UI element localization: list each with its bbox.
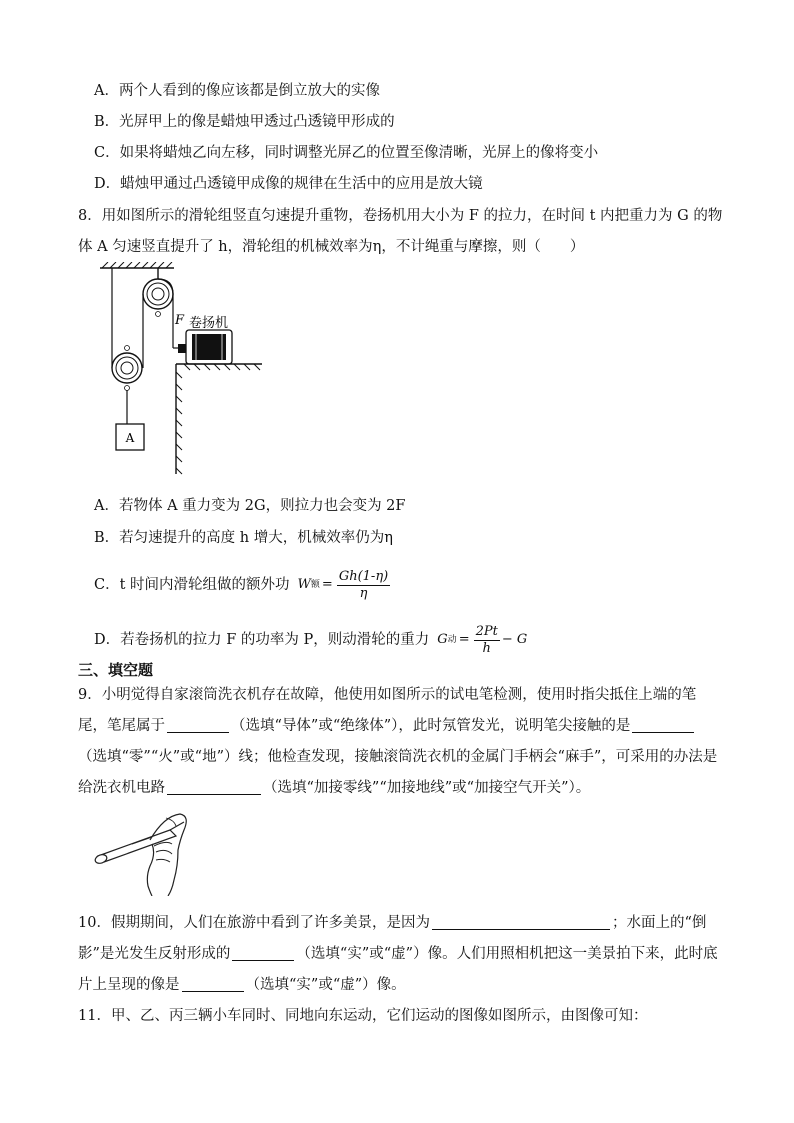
q8-option-d-text: D．若卷扬机的拉力 F 的功率为 P，则动滑轮的重力 (94, 632, 430, 648)
q10-line2 (78, 944, 718, 964)
block-a-label: A (125, 431, 135, 445)
blank-4[interactable] (432, 914, 610, 930)
blank-1[interactable] (167, 717, 229, 733)
test-pen-hand-image (92, 810, 202, 896)
blank-2[interactable] (632, 717, 694, 733)
formula-denominator-d: h (482, 640, 491, 656)
q10-line3 (78, 975, 406, 995)
q9-line4 (78, 778, 590, 798)
formula-numerator-d: 2Pt (475, 623, 498, 639)
q10-line1-b: ；水面上的“倒 (611, 915, 707, 931)
formula-fraction-d (474, 624, 500, 657)
q9-line4-b: （选填“加接零线”“加接地线”或“加接空气开关”）。 (263, 780, 591, 796)
blank-3[interactable] (167, 779, 261, 795)
formula-tail: − G (501, 632, 528, 647)
q8-option-a: A．若物体 A 重力变为 2G，则拉力也会变为 2F (94, 498, 406, 514)
q8-option-c-text: C．t 时间内滑轮组做的额外功 (94, 577, 290, 593)
q7-option-a: A．两个人看到的像应该都是倒立放大的实像 (94, 83, 380, 99)
q7-option-c: C．如果将蜡烛乙向左移，同时调整光屏乙的位置至像清晰，光屏上的像将变小 (94, 145, 599, 161)
q11-stem: 11．甲、乙、丙三辆小车同时、同地向东运动，它们运动的图像如图所示，由图像可知： (78, 1008, 648, 1024)
q9-line2 (78, 716, 696, 736)
q7-option-b: B．光屏甲上的像是蜡烛甲透过凸透镜甲形成的 (94, 114, 395, 130)
formula-w: W (297, 577, 311, 592)
q9-line2-b: （选填“导体”或“绝缘体”），此时氖管发光，说明笔尖接触的是 (231, 718, 631, 734)
pulley-winch-figure (92, 262, 272, 486)
q8-stem-line1: 8．用如图所示的滑轮组竖直匀速提升重物，卷扬机用大小为 F 的拉力，在时间 t 内把重力为 G 的物 (78, 208, 723, 224)
q9-line3: （选填“零”“火”或“地”）线；他检查发现，接触滚筒洗衣机的金属门手柄会“麻手”，可采用的办法是 (78, 749, 718, 765)
q10-line2-a: 影”是光发生反射形成的 (78, 946, 231, 962)
q7-option-d: D．蜡烛甲通过凸透镜甲成像的规律在生活中的应用是放大镜 (94, 176, 483, 192)
formula-w-sub: 额 (310, 580, 320, 590)
formula-g-sub: 动 (447, 635, 457, 645)
q10-line1-a: 10．假期期间，人们在旅游中看到了许多美景，是因为 (78, 915, 430, 931)
q10-line1 (78, 913, 706, 933)
winch-label: 卷扬机 (189, 316, 229, 331)
q8-stem-line2: 体 A 匀速竖直提升了 h，滑轮组的机械效率为η，不计绳重与摩擦，则（ ） (78, 239, 585, 255)
formula-numerator: Gh(1-η) (338, 568, 389, 584)
section-heading: 三、填空题 (78, 661, 154, 679)
formula-g: G (437, 632, 448, 647)
q8-option-d (94, 620, 527, 660)
pulley-weight-formula: G 动 = $\frac{2Pt}{h}$ − G (437, 620, 527, 660)
q10-line3-a: 片上呈现的像是 (78, 977, 180, 993)
formula-fraction (337, 569, 390, 602)
q8-option-b: B．若匀速提升的高度 h 增大，机械效率仍为η (94, 530, 393, 546)
q9-line2-a: 尾，笔尾属于 (78, 718, 165, 734)
q8-option-c (94, 565, 392, 605)
blank-5[interactable] (232, 945, 294, 961)
force-f-label: F (175, 313, 185, 328)
q10-line3-b: （选填“实”或“虚”）像。 (245, 977, 406, 993)
extra-work-formula: W 额 = $\frac{Gh(1-\eta)}{\eta}$ (298, 565, 393, 605)
q10-line2-b: （选填“实”或“虚”）像。人们用照相机把这一美景拍下来，此时底 (296, 946, 718, 962)
blank-6[interactable] (182, 976, 244, 992)
formula-denominator: η (359, 585, 368, 601)
q9-line4-a: 给洗衣机电路 (78, 780, 165, 796)
q9-line1: 9．小明觉得自家滚筒洗衣机存在故障，他使用如图所示的试电笔检测，使用时指尖抵住上端的笔 (78, 687, 697, 703)
